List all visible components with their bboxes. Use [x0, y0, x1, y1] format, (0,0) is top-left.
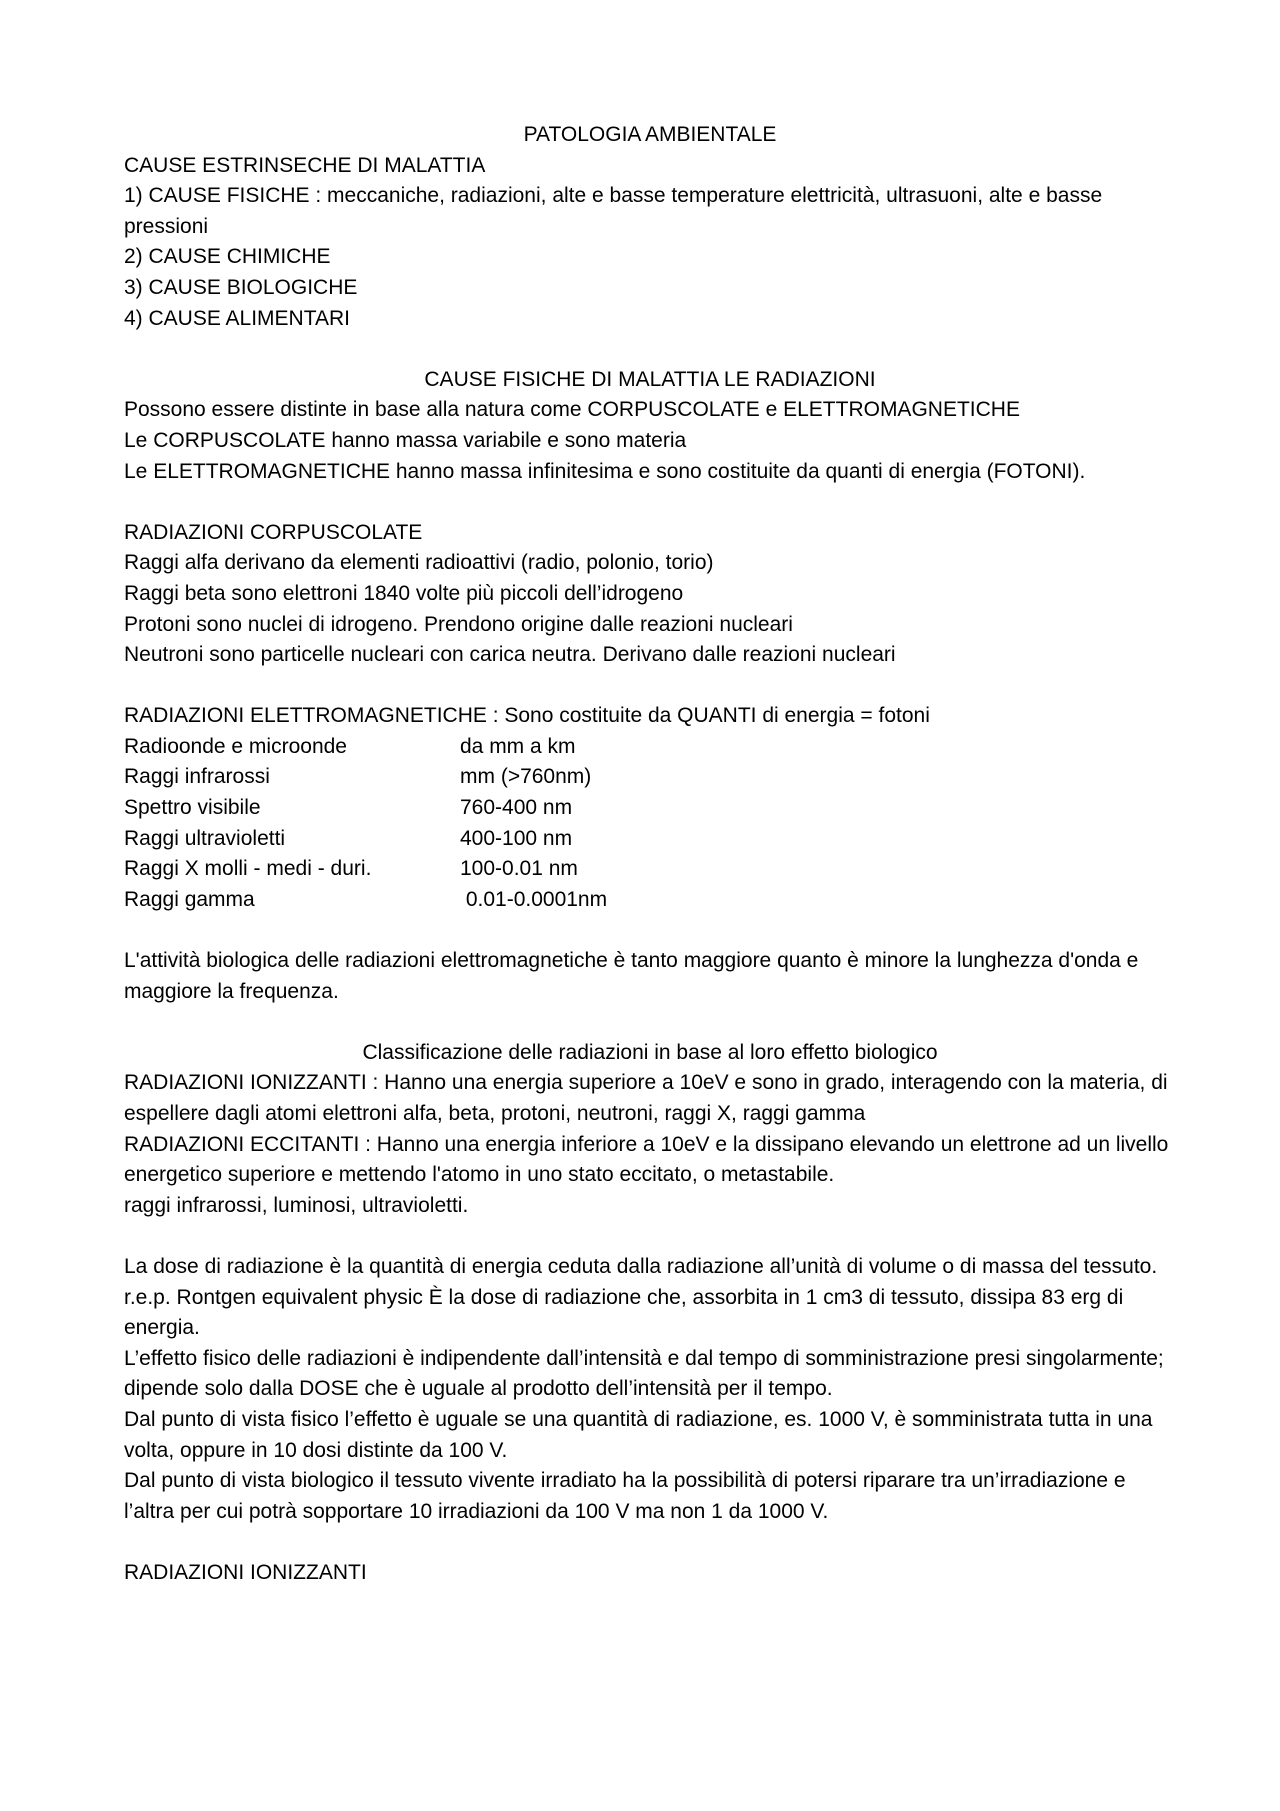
- radiation-name: Raggi infrarossi: [124, 765, 270, 789]
- wavelength-range: 400-100 nm: [460, 826, 573, 850]
- spacer: [124, 334, 1176, 365]
- list-item: Protoni sono nuclei di idrogeno. Prendono origine dalle reazioni nucleari: [124, 612, 793, 636]
- table-row: [124, 762, 1176, 793]
- spacer: [124, 1527, 1176, 1558]
- paragraph: Dal punto di vista fisico l’effetto è uguale se una quantità di radiazione, es. 1000 V, è somministrata tutta in una volta, oppure in 10 dosi distinte da 100 V.: [124, 1407, 1153, 1462]
- list-item: Neutroni sono particelle nucleari con carica neutra. Derivano dalle reazioni nucleari: [124, 643, 896, 667]
- wavelength-table: [124, 732, 1176, 916]
- paragraph: Le CORPUSCOLATE hanno massa variabile e sono materia: [124, 428, 687, 452]
- wavelength-range: 0.01-0.0001nm: [460, 887, 608, 911]
- document-content: [124, 120, 1176, 1589]
- paragraph: RADIAZIONI ECCITANTI : Hanno una energia inferiore a 10eV e la dissipano elevando un elettrone ad un livello energetico superiore e mettendo l'atomo in uno stato eccitato, o metastabile.: [124, 1132, 1169, 1187]
- wavelength-range: 760-400 nm: [460, 796, 573, 820]
- paragraph: raggi infrarossi, luminosi, ultravioletti.: [124, 1193, 469, 1217]
- section-heading-classificazione: Classificazione delle radiazioni in base al loro effetto biologico: [362, 1040, 938, 1064]
- list-item: Raggi alfa derivano da elementi radioattivi (radio, polonio, torio): [124, 551, 714, 575]
- table-row: [124, 732, 1176, 763]
- wavelength-range: da mm a km: [460, 734, 576, 758]
- section-heading-corpuscolate: RADIAZIONI CORPUSCOLATE: [124, 520, 423, 544]
- section-heading-cause-estrinseche: CAUSE ESTRINSECHE DI MALATTIA: [124, 153, 486, 177]
- table-row: [124, 824, 1176, 855]
- table-row: [124, 854, 1176, 885]
- wavelength-range: 100-0.01 nm: [460, 857, 578, 881]
- document-title: PATOLOGIA AMBIENTALE: [523, 123, 777, 146]
- radiation-name: Raggi gamma: [124, 887, 255, 911]
- section-heading-ionizzanti: RADIAZIONI IONIZZANTI: [124, 1560, 367, 1584]
- section-heading-cause-fisiche: CAUSE FISICHE DI MALATTIA LE RADIAZIONI: [424, 367, 876, 391]
- radiation-name: Radioonde e microonde: [124, 734, 347, 758]
- wavelength-range: mm (>760nm): [460, 765, 592, 789]
- list-item: 3) CAUSE BIOLOGICHE: [124, 275, 358, 299]
- table-row: [124, 793, 1176, 824]
- spacer: [124, 1221, 1176, 1252]
- list-item: 1) CAUSE FISICHE : meccaniche, radiazioni, alte e basse temperature elettricità, ultrasuoni, alte e basse pressioni: [124, 184, 1103, 238]
- list-item: Raggi beta sono elettroni 1840 volte più piccoli dell’idrogeno: [124, 581, 684, 605]
- paragraph: RADIAZIONI IONIZZANTI : Hanno una energia superiore a 10eV e sono in grado, interagendo con la materia, di espellere dagli atomi elettroni alfa, beta, protoni, neutroni, raggi X, raggi gamma: [124, 1071, 1168, 1125]
- radiation-name: Spettro visibile: [124, 796, 261, 820]
- list-item: 4) CAUSE ALIMENTARI: [124, 306, 350, 330]
- paragraph: L'attività biologica delle radiazioni elettromagnetiche è tanto maggiore quanto è minore la lunghezza d'onda e maggiore la frequenza.: [124, 949, 1139, 1003]
- list-item: 2) CAUSE CHIMICHE: [124, 245, 331, 269]
- paragraph: La dose di radiazione è la quantità di energia ceduta dalla radiazione all’unità di volume o di massa del tessuto.: [124, 1254, 1158, 1278]
- radiation-name: Raggi ultravioletti: [124, 826, 286, 850]
- spacer: [124, 487, 1176, 518]
- section-heading-elettromagnetiche: RADIAZIONI ELETTROMAGNETICHE : Sono costituite da QUANTI di energia = fotoni: [124, 704, 930, 728]
- spacer: [124, 915, 1176, 946]
- paragraph: Le ELETTROMAGNETICHE hanno massa infinitesima e sono costituite da quanti di energia (FOTONI).: [124, 459, 1086, 483]
- paragraph: L’effetto fisico delle radiazioni è indipendente dall’intensità e dal tempo di somministrazione presi singolarmente; dipende solo dalla DOSE che è uguale al prodotto dell’intensità per il tempo.: [124, 1346, 1164, 1401]
- paragraph: Possono essere distinte in base alla natura come CORPUSCOLATE e ELETTROMAGNETICHE: [124, 398, 1020, 422]
- spacer: [124, 671, 1176, 702]
- radiation-name: Raggi X molli - medi - duri.: [124, 857, 372, 881]
- spacer: [124, 1007, 1176, 1038]
- paragraph: Dal punto di vista biologico il tessuto vivente irradiato ha la possibilità di potersi riparare tra un’irradiazione e l’altra per cui potrà sopportare 10 irradiazioni da 100 V ma non 1 da 1000 V.: [124, 1469, 1126, 1523]
- paragraph: r.e.p. Rontgen equivalent physic È la dose di radiazione che, assorbita in 1 cm3 di tessuto, dissipa 83 erg di energia.: [124, 1285, 1124, 1340]
- table-row: [124, 885, 1176, 916]
